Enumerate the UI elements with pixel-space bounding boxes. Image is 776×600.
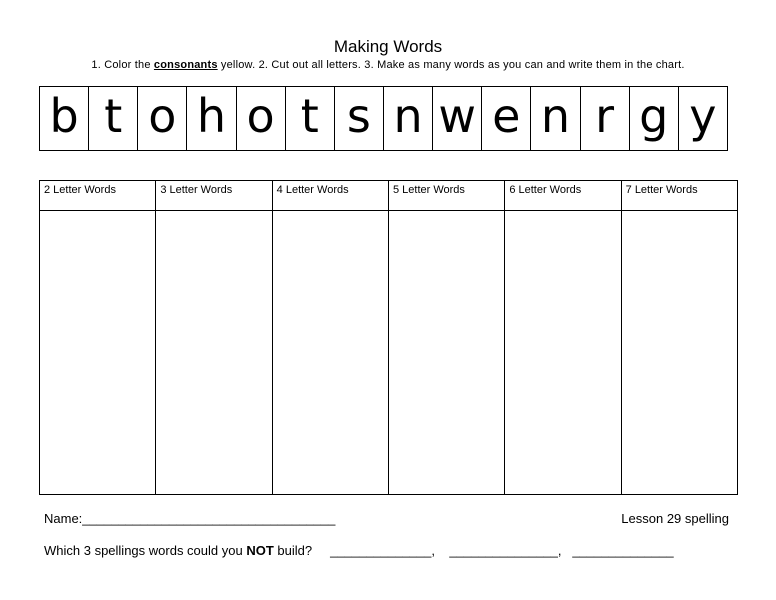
letter-tile: b	[40, 87, 89, 150]
instructions-part2: yellow. 2. Cut out all letters. 3. Make as many words as you can and write them in the chart.	[217, 59, 685, 71]
lesson-label: Lesson 29 spelling	[621, 511, 729, 526]
column-header: 4 Letter Words	[273, 181, 388, 211]
chart-column-2-letter	[40, 181, 156, 494]
letter-tile: s	[335, 87, 384, 150]
answer-blanks[interactable]: ______________, _______________, ______________	[312, 543, 674, 558]
letter-tile: r	[581, 87, 630, 150]
column-header: 6 Letter Words	[505, 181, 620, 211]
letter-tile: t	[286, 87, 335, 150]
letter-tile: y	[689, 88, 717, 143]
page-title: Making Words	[333, 37, 443, 56]
column-writing-area[interactable]	[622, 211, 737, 494]
letter-strip	[39, 86, 728, 151]
column-writing-area[interactable]	[273, 211, 388, 494]
chart-column-7-letter	[622, 181, 737, 494]
instructions	[0, 58, 776, 72]
letter-tile: n	[384, 87, 433, 150]
letter-tile: h	[187, 87, 236, 150]
column-writing-area[interactable]	[389, 211, 504, 494]
word-chart	[39, 180, 738, 495]
name-field[interactable]: Name:___________________________________	[44, 511, 336, 526]
letter-tile: o	[138, 87, 187, 150]
letter-tile: g	[630, 87, 679, 150]
chart-column-3-letter	[156, 181, 272, 494]
column-writing-area[interactable]	[40, 211, 155, 494]
question-text-start: Which 3 spellings words could you	[44, 543, 247, 558]
chart-column-6-letter	[505, 181, 621, 494]
letter-tile: w	[433, 87, 482, 150]
letter-tile: o	[237, 87, 286, 150]
letter-tile: e	[482, 87, 531, 150]
letter-tile: n	[531, 87, 580, 150]
question-not-emphasis: NOT	[246, 543, 274, 558]
column-writing-area[interactable]	[156, 211, 271, 494]
chart-column-4-letter	[273, 181, 389, 494]
letter-tile: t	[89, 87, 138, 150]
column-header: 7 Letter Words	[622, 181, 737, 211]
instructions-part1: 1. Color the	[91, 59, 154, 71]
chart-column-5-letter	[389, 181, 505, 494]
column-header: 2 Letter Words	[40, 181, 155, 211]
spelling-question	[44, 543, 674, 558]
column-header: 5 Letter Words	[389, 181, 504, 211]
instructions-emphasis: consonants	[153, 59, 218, 71]
column-writing-area[interactable]	[505, 211, 620, 494]
question-text-end: build?	[273, 543, 313, 558]
column-header: 3 Letter Words	[156, 181, 271, 211]
